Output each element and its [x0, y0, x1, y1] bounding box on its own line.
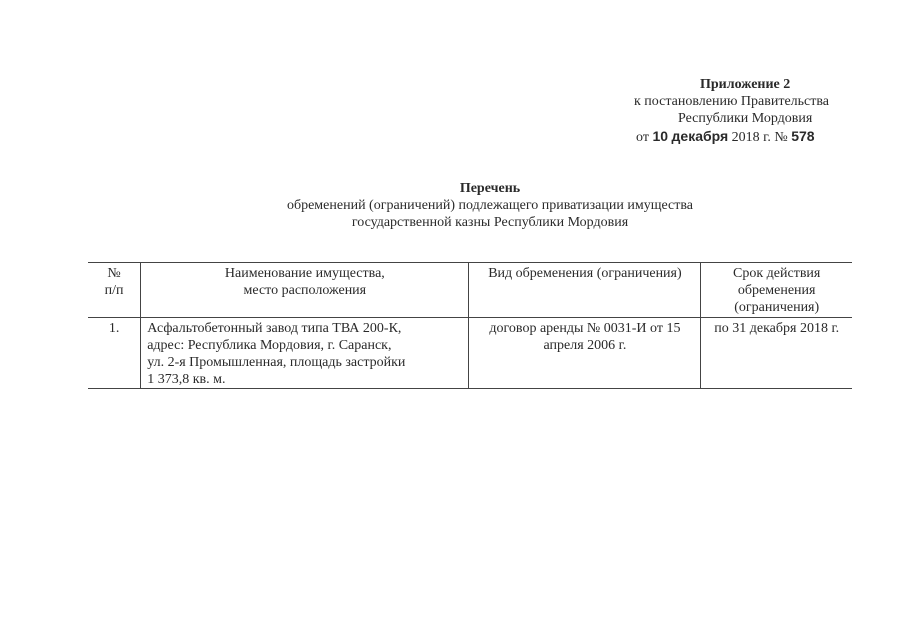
cell-type: договор аренды № 0031-И от 15 апреля 2006 г.	[469, 318, 701, 389]
cell-term: по 31 декабря 2018 г.	[701, 318, 852, 389]
header-num: № п/п	[88, 263, 141, 318]
date-year: 2018 г. №	[731, 130, 788, 145]
appendix-title: Приложение 2	[700, 77, 791, 92]
heading-line-3: государственной казны Республики Мордовия	[351, 215, 629, 230]
date-prefix: от	[636, 130, 649, 145]
heading-line-2: обременений (ограничений) подлежащего приватизации имущества	[286, 198, 694, 213]
encumbrance-table	[88, 262, 852, 389]
appendix-republic: Республики Мордовия	[678, 111, 813, 126]
cell-num: 1.	[88, 318, 141, 389]
appendix-resolution-ref: к постановлению Правительства	[634, 94, 830, 109]
table-header-row	[88, 263, 852, 318]
header-term: Срок действия обременения (ограничения)	[701, 263, 852, 318]
appendix-date-line	[636, 128, 815, 146]
header-name: Наименование имущества, место расположения	[141, 263, 469, 318]
date-month: декабря	[671, 128, 729, 144]
date-day: 10	[652, 128, 669, 144]
table-row	[88, 318, 852, 389]
document-heading	[200, 180, 780, 231]
heading-title: Перечень	[459, 181, 521, 196]
resolution-number: 578	[791, 128, 815, 144]
header-type: Вид обременения (ограничения)	[469, 263, 701, 318]
cell-name: Асфальтобетонный завод типа ТВА 200-К, адрес: Республика Мордовия, г. Саранск, ул. 2-я Промышленная, площадь застройки 1 373,8 кв. м.	[141, 318, 469, 389]
